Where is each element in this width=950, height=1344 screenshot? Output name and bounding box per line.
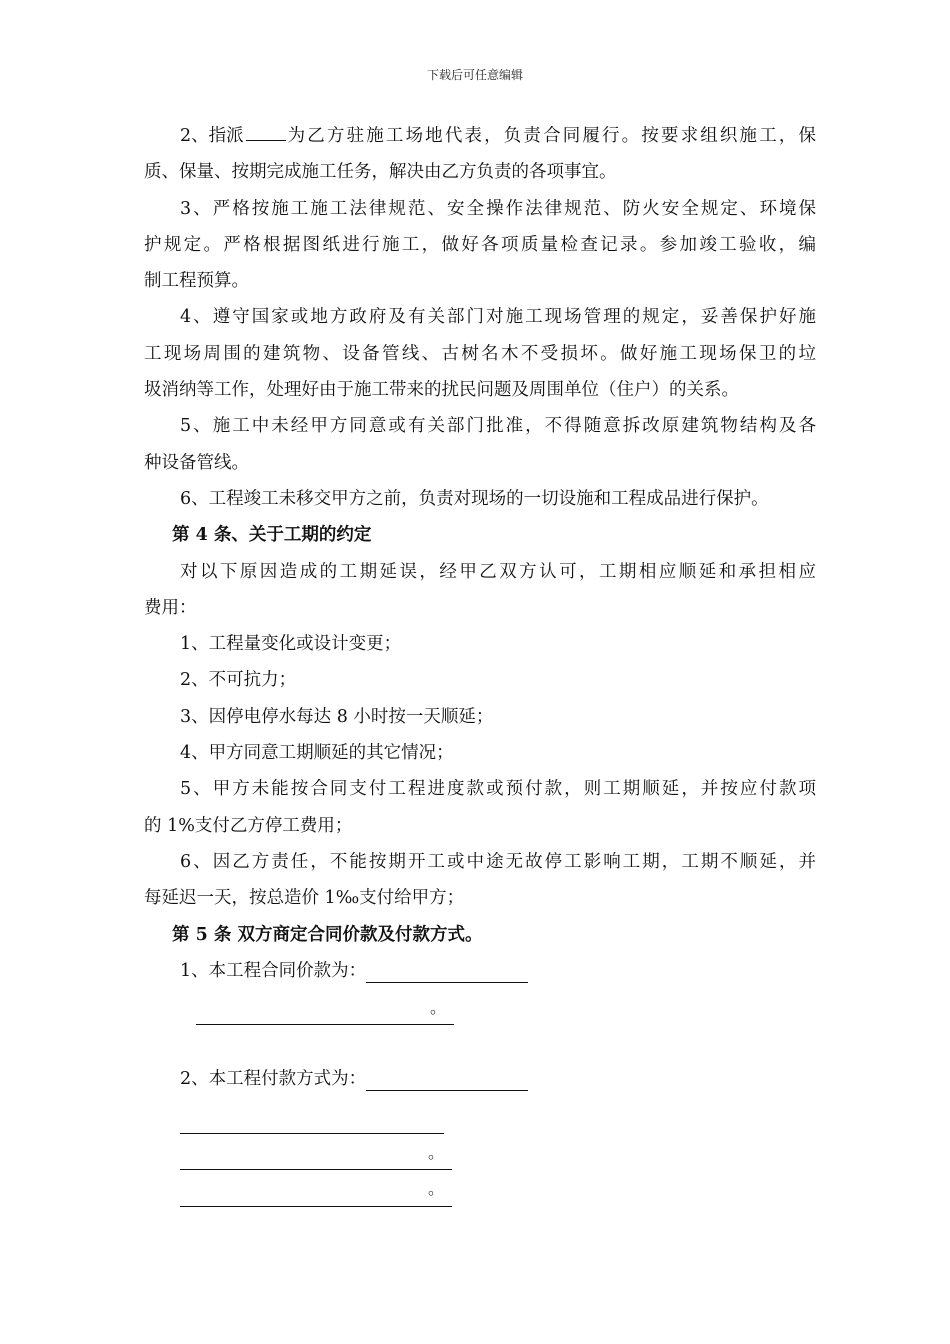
payment-fill-line-2 xyxy=(144,1134,816,1170)
payment-method-line xyxy=(144,1061,816,1097)
payment-fill-line-3 xyxy=(144,1170,816,1206)
article-4-item-4: 4、甲方同意工期顺延的其它情况； xyxy=(180,743,454,764)
article-4-item-6-line-1 xyxy=(144,844,816,880)
article-4-item-5-text: 5、甲方未能按合同支付工程进度款或预付款，则工期顺延，并按应付款项 xyxy=(180,779,816,800)
clause-5-text-1: 5、施工中未经甲方同意或有关部门批准，不得随意拆改原建筑物结构及各 xyxy=(180,416,816,437)
payment-fill-line-1 xyxy=(144,1098,816,1134)
clause-3-text-2: 护规定。严格根据图纸进行施工，做好各项质量检查记录。参加竣工验收，编 xyxy=(144,234,816,255)
clause-3-text-1: 3、严格按施工施工法律规范、安全操作法律规范、防火安全规定、环境保 xyxy=(180,198,816,219)
article-4-item-6-text: 6、因乙方责任，不能按期开工或中途无故停工影响工期，工期不顺延，并 xyxy=(180,851,816,872)
article-4-item-6-line-2: 每延迟一天，按总造价 1‰支付给甲方； xyxy=(144,888,465,909)
contract-price-fill-line[interactable] xyxy=(196,998,454,1025)
clause-2-line-2: 质、保量、按期完成施工任务，解决由乙方负责的各项事宜。 xyxy=(144,162,617,183)
article-4-intro-line-2: 费用： xyxy=(144,597,197,618)
clause-4-line-1 xyxy=(144,299,816,335)
article-4-heading: 第 4 条、关于工期的约定 xyxy=(172,525,372,546)
article-4-item-5-line-2: 的 1%支付乙方停工费用； xyxy=(144,815,353,836)
page-header: 下载后可任意编辑 xyxy=(426,68,523,82)
payment-fill-line[interactable] xyxy=(180,1107,444,1134)
article-4-item-3: 3、因停电停水每达 8 小时按一天顺延； xyxy=(180,706,494,727)
article-4-intro-line-1 xyxy=(144,554,816,590)
clause-4-text-2: 工现场周围的建筑物、设备管线、古树名木不受损坏。做好施工现场保卫的垃 xyxy=(144,343,816,364)
article-4-item-1: 1、工程量变化或设计变更； xyxy=(180,634,402,655)
contract-price-continuation xyxy=(144,989,816,1025)
clause-4-line-2 xyxy=(144,336,816,372)
representative-blank[interactable] xyxy=(246,118,286,141)
period-mark: 。 xyxy=(429,998,446,1018)
article-4-item-2: 2、不可抗力； xyxy=(180,670,297,691)
clause-5-line-2: 种设备管线。 xyxy=(144,452,249,473)
article-4-intro-text: 对以下原因造成的工期延误，经甲乙双方认可，工期相应顺延和承担相应 xyxy=(180,561,816,582)
clause-2-line-1 xyxy=(144,118,816,154)
period-mark: 。 xyxy=(427,1143,444,1163)
clause-3-line-2 xyxy=(144,227,816,263)
clause-3-line-1 xyxy=(144,191,816,227)
payment-method-blank[interactable] xyxy=(366,1068,528,1091)
clause-4-text-1: 4、遵守国家或地方政府及有关部门对施工现场管理的规定，妥善保护好施 xyxy=(180,307,816,328)
clause-6-line: 6、工程竣工未移交甲方之前，负责对现场的一切设施和工程成品进行保护。 xyxy=(180,488,769,509)
document-body xyxy=(144,118,816,1207)
contract-price-line xyxy=(144,953,816,989)
article-5-heading: 第 5 条 双方商定合同价款及付款方式。 xyxy=(172,924,483,945)
article-4-item-5-line-1 xyxy=(144,771,816,807)
payment-fill-line[interactable] xyxy=(180,1180,452,1207)
contract-price-label: 1、本工程合同价款为： xyxy=(180,960,367,981)
period-mark: 。 xyxy=(427,1179,444,1199)
spacer xyxy=(144,1025,816,1061)
clause-3-line-3: 制工程预算。 xyxy=(144,271,249,292)
clause-2-prefix: 2、指派 xyxy=(180,126,244,146)
payment-method-label: 2、本工程付款方式为： xyxy=(180,1069,367,1090)
clause-5-line-1 xyxy=(144,408,816,444)
contract-price-blank[interactable] xyxy=(366,960,528,983)
payment-fill-line[interactable] xyxy=(180,1143,452,1170)
clause-2-text: 为乙方驻施工场地代表，负责合同履行。按要求组织施工，保 xyxy=(287,126,816,146)
clause-4-line-3: 圾消纳等工作，处理好由于施工带来的扰民问题及周围单位（住户）的关系。 xyxy=(144,380,739,401)
